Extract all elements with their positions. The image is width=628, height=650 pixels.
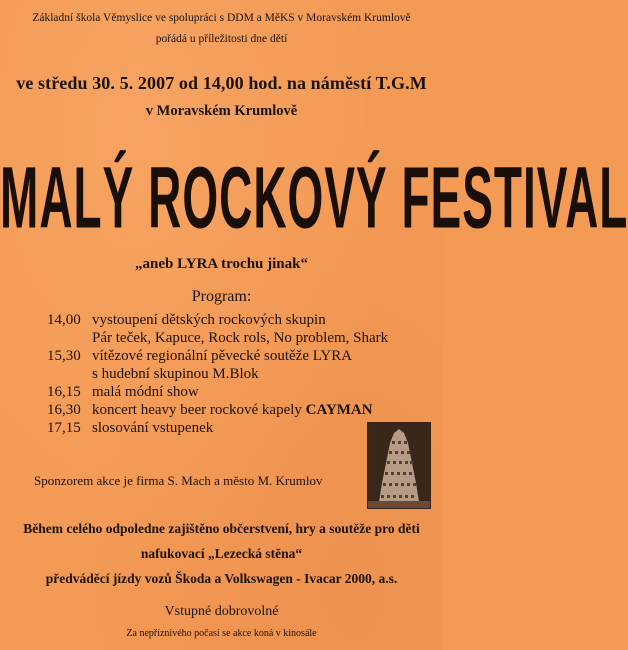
test-drive-line: předváděcí jízdy vozů Škoda a Volkswagen - Ivacar 2000, a.s. <box>45 571 398 586</box>
festival-title: MALÝ ROCKOVÝ FESTIVAL <box>0 147 628 247</box>
occasion-line: pořádá u příležitosti dne dětí <box>155 33 288 45</box>
place-line: v Moravském Krumlově <box>145 103 298 119</box>
program-desc: malá módní show <box>92 384 199 400</box>
program-desc-cayman <box>92 402 373 419</box>
program-desc: Pár teček, Kapuce, Rock rols, No problem, Shark <box>92 330 389 346</box>
program-desc: vítězové regionální pěvecké soutěže LYRA <box>92 348 353 364</box>
program-desc: s hudební skupinou M.Blok <box>92 366 259 382</box>
organizer-line: Základní škola Věmyslice ve spolupráci s DDM a MěKS v Moravském Krumlově <box>32 12 411 24</box>
sponsor-line: Sponzorem akce je firma S. Mach a město M. Krumlov <box>34 473 323 488</box>
festival-subtitle: „aneb LYRA trochu jinak“ <box>135 256 308 272</box>
refreshments-line: Během celého odpoledne zajištěno občerstvení, hry a soutěže pro děti <box>23 521 420 536</box>
entry-fee: Vstupné dobrovolné <box>164 604 279 619</box>
program-time: 14,00 <box>47 312 81 328</box>
program-time: 15,30 <box>47 348 81 364</box>
program-time: 16,15 <box>47 384 81 400</box>
tower-image <box>368 423 430 508</box>
program-desc: slosování vstupenek <box>92 420 214 436</box>
program-time: 16,30 <box>47 402 81 418</box>
program-desc-text: koncert heavy beer rockové kapely <box>92 402 306 418</box>
date-line: ve středu 30. 5. 2007 od 14,00 hod. na náměstí T.G.M <box>16 73 427 93</box>
tower-photo <box>367 422 431 509</box>
rain-note: Za nepříznivého počasí se akce koná v kinosále <box>126 628 317 639</box>
climbing-wall-line: nafukovací „Lezecká stěna“ <box>140 546 303 561</box>
program-heading: Program: <box>191 288 252 305</box>
program-desc: vystoupení dětských rockových skupin <box>92 312 326 328</box>
program-time: 17,15 <box>47 420 81 436</box>
band-name: CAYMAN <box>305 402 373 418</box>
